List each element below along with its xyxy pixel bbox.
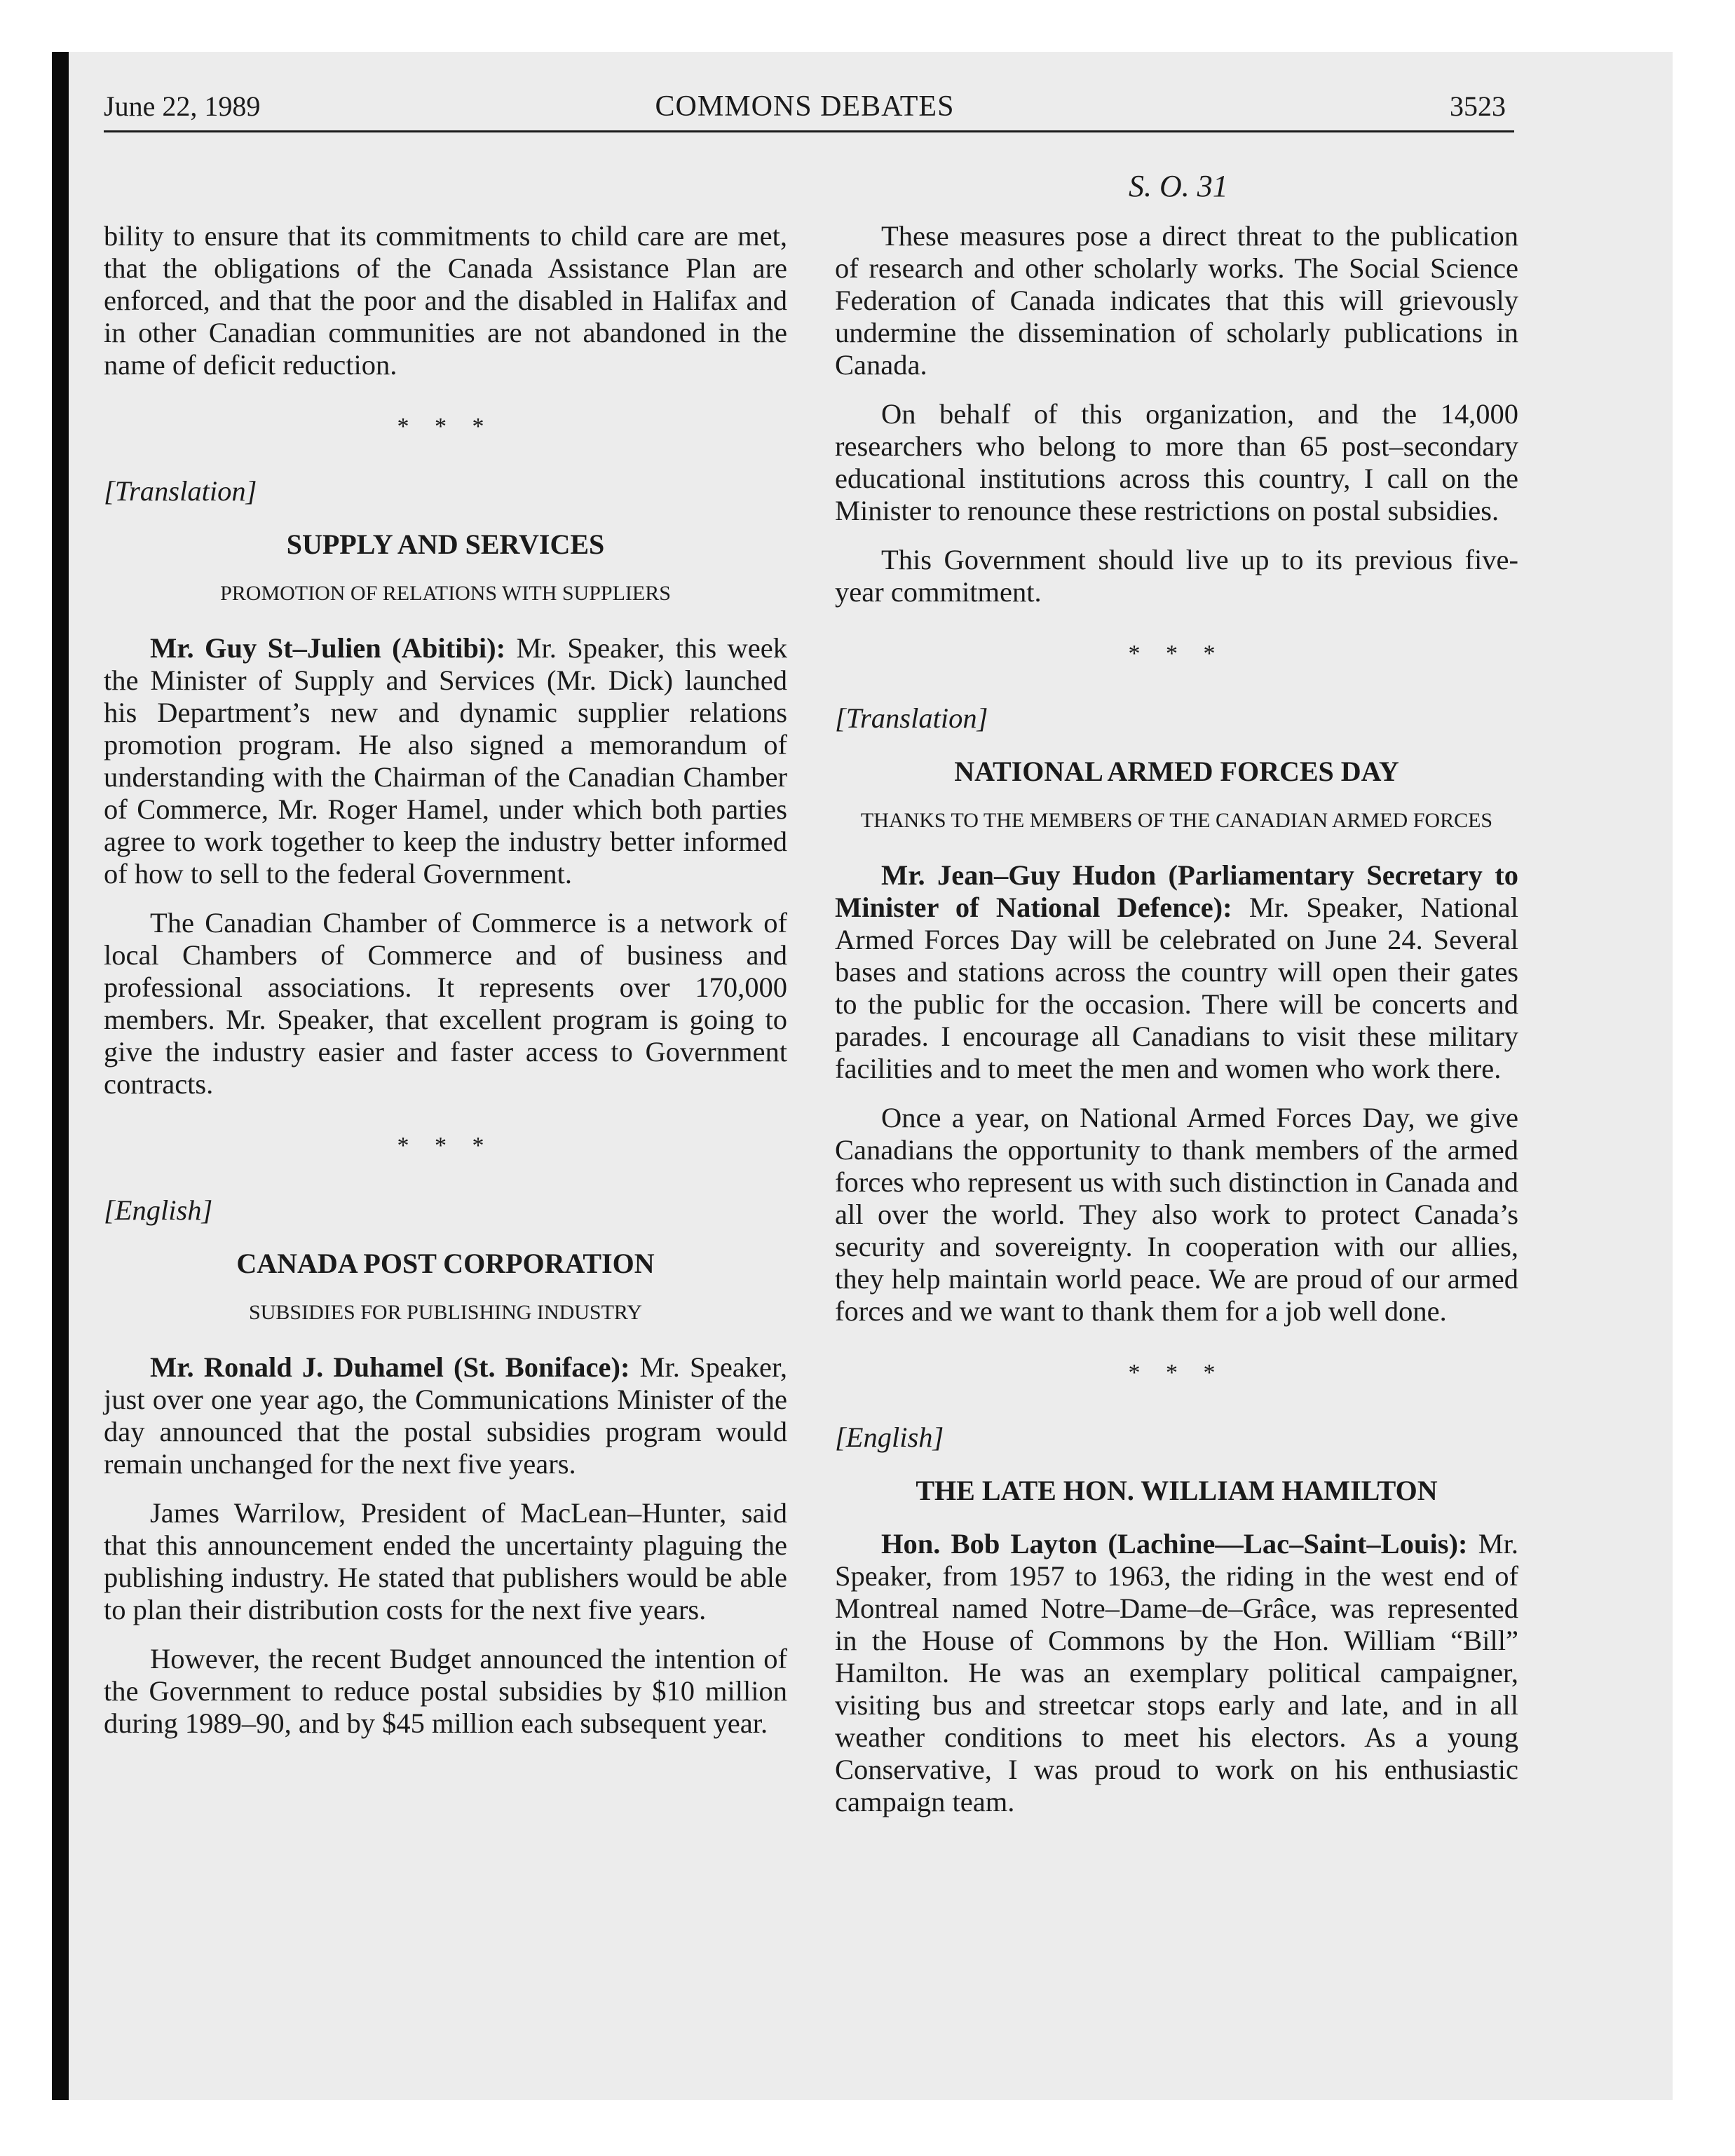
speaker-name: Mr. Ronald J. Duhamel (St. Boniface):: [150, 1351, 630, 1383]
speech-text: Mr. Speaker, National Armed Forces Day will be celebrated on June 24. Several bases and stations across the country will open their gates to the public for the occasion. There will be concerts and parades. I encourage all Canadians to visit these military facilities and to meet the men and women who work there.: [835, 892, 1518, 1084]
section-divider: * * *: [397, 1133, 494, 1159]
speech-text: Mr. Speaker, this week the Minister of Supply and Services (Mr. Dick) launched his Department’s new and dynamic supplier relations promotion program. He also signed a memorandum of understanding with the Chairman of the Canadian Chamber of Commerce, Mr. Roger Hamel, under which both parties agree to work together to keep the industry better informed of how to sell to the federal Government.: [104, 632, 788, 889]
section-heading: THE LATE HON. WILLIAM HAMILTON: [916, 1475, 1438, 1506]
paragraph: These measures pose a direct threat to the publication of research and other scholarly works. The Social Science Federation of Canada indicates that this will grievously undermine the dissemination of scholarly publications in Canada.: [835, 220, 1518, 381]
speech-text: Mr. Speaker, just over one year ago, the Communications Minister of the day announced that the postal subsidies program would remain unchanged for the next five years.: [104, 1351, 787, 1480]
section-subheading: PROMOTION OF RELATIONS WITH SUPPLIERS: [220, 582, 671, 605]
speaker-name: Hon. Bob Layton (Lachine—Lac–Saint–Louis):: [881, 1528, 1468, 1560]
standing-order-marker: S. O. 31: [1129, 169, 1228, 203]
language-marker: [English]: [104, 1194, 213, 1226]
section-divider: * * *: [1128, 1360, 1225, 1386]
paragraph: However, the recent Budget announced the intention of the Government to reduce postal subsidies by $10 million during 1989–90, and by $45 million each subsequent year.: [104, 1643, 787, 1739]
scan-edge: [52, 52, 69, 2100]
section-subheading: THANKS TO THE MEMBERS OF THE CANADIAN ARMED FORCES: [860, 809, 1493, 832]
paragraph: James Warrilow, President of MacLean–Hunter, said that this announcement ended the uncertainty plaguing the publishing industry. He stated that publishers would be able to plan their distribution costs for the next five years.: [104, 1497, 787, 1625]
paragraph: [835, 859, 1518, 1085]
section-heading: SUPPLY AND SERVICES: [286, 528, 605, 560]
paragraph: On behalf of this organization, and the 14,000 researchers who belong to more than 65 post–secondary educational institutions across this country, I call on the Minister to renounce these restrictions on postal subsidies.: [835, 398, 1518, 526]
section-heading: CANADA POST CORPORATION: [236, 1248, 655, 1279]
right-column: [835, 220, 1518, 1835]
header-date: June 22, 1989: [104, 90, 261, 122]
section-heading: NATIONAL ARMED FORCES DAY: [954, 756, 1399, 787]
paragraph: Once a year, on National Armed Forces Day, we give Canadians the opportunity to thank members of the armed forces who represent us with such distinction in Canada and all over the world. They also work to protect Canada’s security and sovereignty. In cooperation with our allies, they help maintain world peace. We are proud of our armed forces and we want to thank them for a job well done.: [835, 1102, 1518, 1327]
paragraph: [104, 1351, 787, 1480]
page-number: 3523: [1450, 90, 1506, 122]
page-header: [104, 90, 1506, 146]
paragraph: [104, 632, 787, 890]
paragraph: This Government should live up to its previous five-year commitment.: [835, 544, 1518, 608]
header-title: COMMONS DEBATES: [655, 90, 955, 123]
speaker-name: Mr. Jean–Guy Hudon (Parliamentary Secretary to Minister of National Defence):: [835, 859, 1518, 923]
paragraph: [835, 1528, 1518, 1818]
paragraph: The Canadian Chamber of Commerce is a network of local Chambers of Commerce and of business and professional associations. It represents over 170,000 members. Mr. Speaker, that excellent program is going to give the industry easier and faster access to Government contracts.: [104, 907, 787, 1100]
speaker-name: Mr. Guy St–Julien (Abitibi):: [150, 632, 506, 664]
paragraph: bility to ensure that its commitments to child care are met, that the obligations of the Canada Assistance Plan are enforced, and that the poor and the disabled in Halifax and in other Canadian communities are not abandoned in the name of deficit reduction.: [104, 220, 787, 381]
language-marker: [Translation]: [835, 702, 988, 734]
section-divider: * * *: [1128, 641, 1225, 667]
section-subheading: SUBSIDIES FOR PUBLISHING INDUSTRY: [249, 1301, 642, 1324]
language-marker: [English]: [835, 1421, 944, 1453]
header-rule: [104, 130, 1514, 132]
section-divider: * * *: [397, 414, 494, 439]
language-marker: [Translation]: [104, 475, 257, 507]
speech-text: Mr. Speaker, from 1957 to 1963, the riding in the west end of Montreal named Notre–Dame–de–Grâce, was represented in the House of Commons by the Hon. William “Bill” Hamilton. He was an exemplary political campaigner, visiting bus and streetcar stops early and late, and in all weather conditions to meet his electors. As a young Conservative, I was proud to work on his enthusiastic campaign team.: [835, 1528, 1519, 1817]
left-column: [104, 220, 787, 1756]
